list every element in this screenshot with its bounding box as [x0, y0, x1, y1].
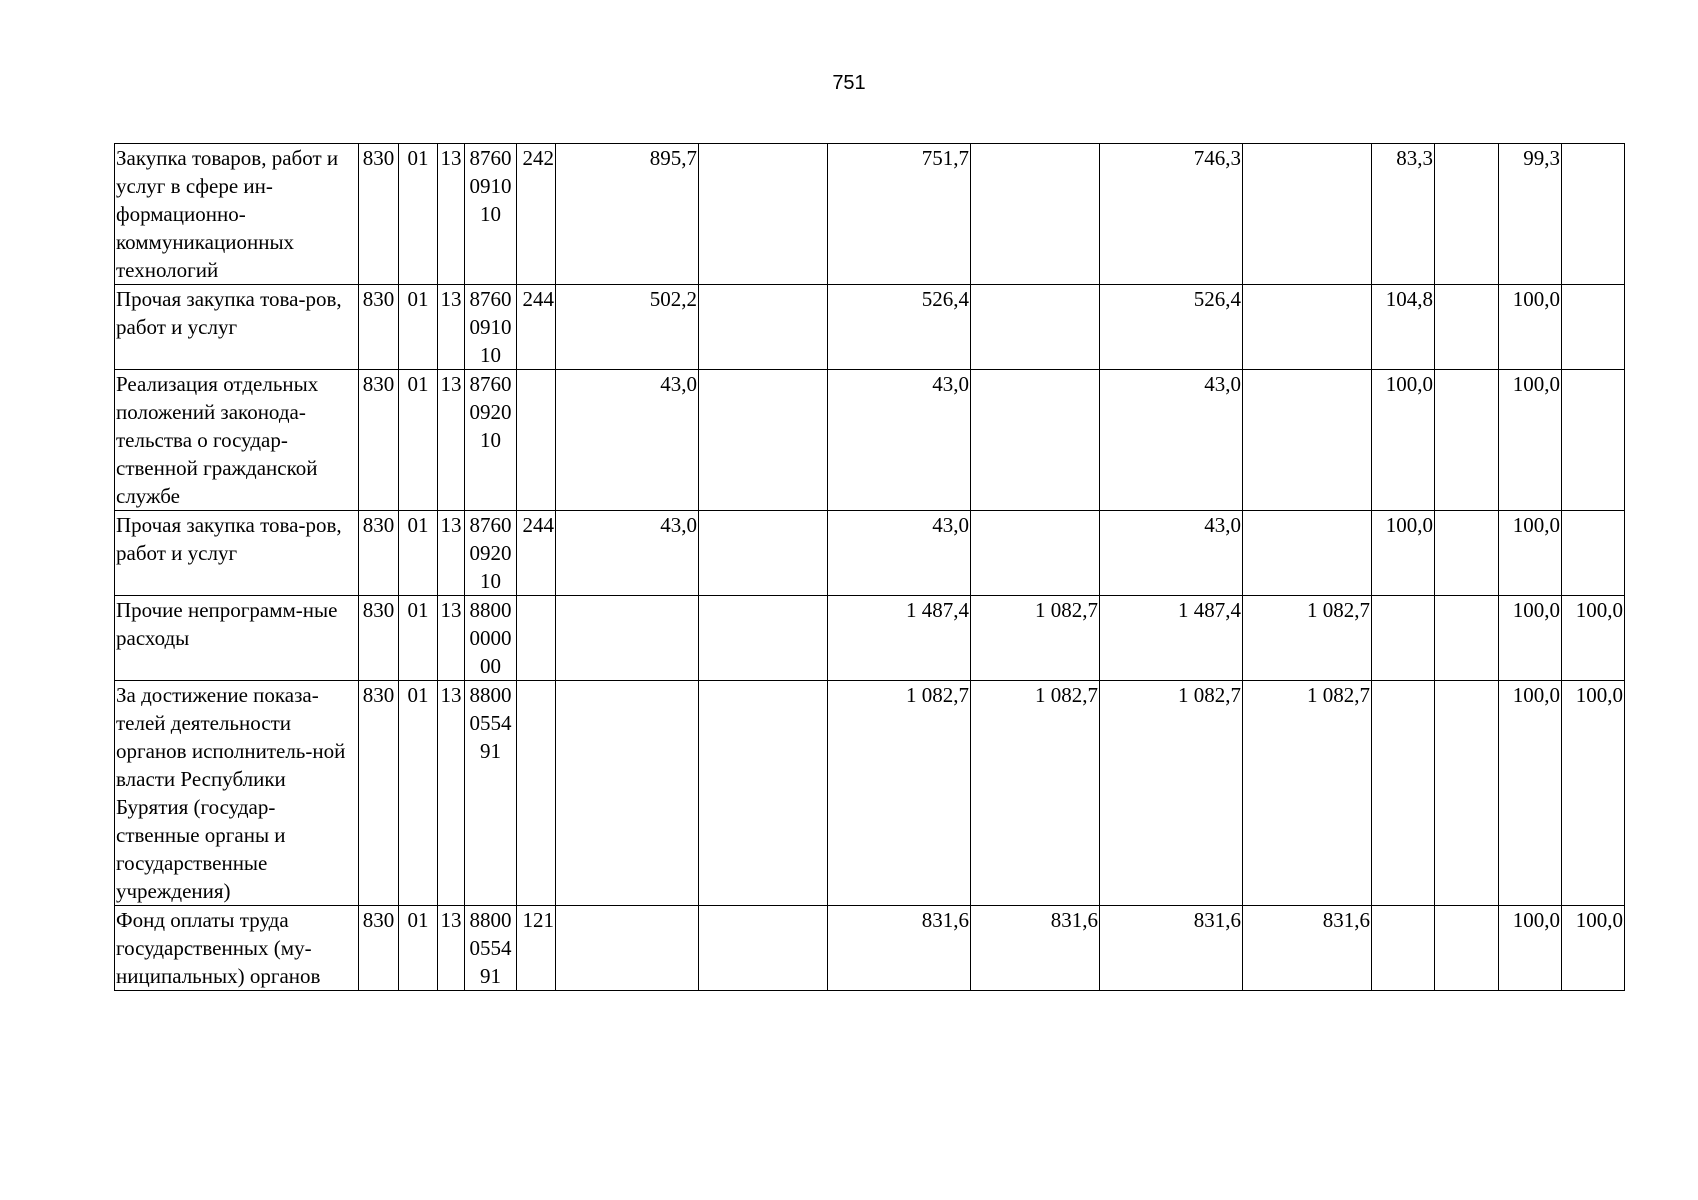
row-name: Реализация отдельных положений законода-тельства о государ-ственной гражданской службе	[115, 370, 359, 511]
value-col-9: 100,0	[1499, 906, 1562, 991]
target-article-code-part: 10	[480, 343, 501, 367]
value-col-10: 100,0	[1562, 596, 1625, 681]
value-col-2	[699, 511, 828, 596]
target-article-code-part: 0000	[469, 626, 512, 650]
target-article-code-part: 10	[480, 202, 501, 226]
value-col-1: 502,2	[556, 285, 699, 370]
table-row	[115, 681, 1625, 906]
budget-table	[114, 143, 1625, 991]
expense-type-code	[517, 596, 556, 681]
value-col-9: 100,0	[1499, 681, 1562, 906]
target-article-code-part: 8800	[469, 598, 512, 622]
subsection-code: 13	[438, 370, 465, 511]
row-name: За достижение показа-телей деятельности органов исполнитель-ной власти Республики Бурятия (государ-ственные органы и государственные учреждения)	[115, 681, 359, 906]
value-col-4	[971, 285, 1100, 370]
value-col-10: 100,0	[1562, 906, 1625, 991]
value-col-7: 100,0	[1372, 370, 1435, 511]
value-col-5: 43,0	[1100, 370, 1243, 511]
value-col-7: 100,0	[1372, 511, 1435, 596]
value-col-6	[1243, 285, 1372, 370]
gr-code: 830	[359, 144, 399, 285]
value-col-5: 746,3	[1100, 144, 1243, 285]
value-col-7	[1372, 596, 1435, 681]
target-article-code-part: 10	[480, 428, 501, 452]
value-col-9: 100,0	[1499, 596, 1562, 681]
target-article-code-part: 0554	[469, 711, 512, 735]
value-col-6	[1243, 511, 1372, 596]
value-col-3: 43,0	[828, 511, 971, 596]
gr-code: 830	[359, 596, 399, 681]
value-col-9: 100,0	[1499, 285, 1562, 370]
value-col-7: 83,3	[1372, 144, 1435, 285]
expense-type-code: 244	[517, 285, 556, 370]
page-number: 751	[832, 72, 866, 94]
value-col-7	[1372, 681, 1435, 906]
section-code: 01	[399, 906, 438, 991]
value-col-1	[556, 596, 699, 681]
value-col-6: 1 082,7	[1243, 596, 1372, 681]
subsection-code: 13	[438, 681, 465, 906]
value-col-3: 1 082,7	[828, 681, 971, 906]
table-row	[115, 906, 1625, 991]
target-article-code	[465, 285, 517, 370]
section-code: 01	[399, 681, 438, 906]
target-article-code-part: 8760	[469, 513, 512, 537]
section-code: 01	[399, 370, 438, 511]
row-name: Закупка товаров, работ и услуг в сфере ин-формационно-коммуникационных технологий	[115, 144, 359, 285]
target-article-code	[465, 144, 517, 285]
value-col-9: 99,3	[1499, 144, 1562, 285]
value-col-2	[699, 144, 828, 285]
row-name: Прочая закупка това-ров, работ и услуг	[115, 511, 359, 596]
value-col-3: 831,6	[828, 906, 971, 991]
value-col-8	[1435, 144, 1499, 285]
target-article-code-part: 8800	[469, 908, 512, 932]
value-col-1	[556, 681, 699, 906]
value-col-5: 526,4	[1100, 285, 1243, 370]
value-col-2	[699, 906, 828, 991]
target-article-code-part: 8760	[469, 287, 512, 311]
table-row	[115, 596, 1625, 681]
gr-code: 830	[359, 285, 399, 370]
value-col-10: 100,0	[1562, 681, 1625, 906]
expense-type-code	[517, 681, 556, 906]
section-code: 01	[399, 144, 438, 285]
value-col-2	[699, 681, 828, 906]
value-col-8	[1435, 285, 1499, 370]
value-col-7	[1372, 906, 1435, 991]
target-article-code-part: 0910	[469, 174, 512, 198]
value-col-6: 831,6	[1243, 906, 1372, 991]
row-name: Прочие непрограмм-ные расходы	[115, 596, 359, 681]
row-name: Прочая закупка това-ров, работ и услуг	[115, 285, 359, 370]
expense-type-code: 121	[517, 906, 556, 991]
value-col-3: 43,0	[828, 370, 971, 511]
value-col-4: 1 082,7	[971, 596, 1100, 681]
subsection-code: 13	[438, 144, 465, 285]
value-col-1	[556, 906, 699, 991]
value-col-8	[1435, 370, 1499, 511]
section-code: 01	[399, 285, 438, 370]
value-col-10	[1562, 511, 1625, 596]
target-article-code-part: 8760	[469, 146, 512, 170]
target-article-code-part: 8800	[469, 683, 512, 707]
value-col-6: 1 082,7	[1243, 681, 1372, 906]
table-row	[115, 511, 1625, 596]
value-col-10	[1562, 285, 1625, 370]
value-col-5: 831,6	[1100, 906, 1243, 991]
target-article-code	[465, 906, 517, 991]
value-col-3: 1 487,4	[828, 596, 971, 681]
value-col-2	[699, 596, 828, 681]
value-col-1: 895,7	[556, 144, 699, 285]
target-article-code	[465, 511, 517, 596]
target-article-code-part: 00	[480, 654, 501, 678]
row-name: Фонд оплаты труда государственных (му-ниципальных) органов	[115, 906, 359, 991]
value-col-5: 43,0	[1100, 511, 1243, 596]
gr-code: 830	[359, 906, 399, 991]
target-article-code-part: 91	[480, 739, 501, 763]
value-col-5: 1 082,7	[1100, 681, 1243, 906]
value-col-8	[1435, 681, 1499, 906]
value-col-4	[971, 370, 1100, 511]
value-col-3: 751,7	[828, 144, 971, 285]
subsection-code: 13	[438, 511, 465, 596]
value-col-4	[971, 144, 1100, 285]
value-col-9: 100,0	[1499, 511, 1562, 596]
expense-type-code: 244	[517, 511, 556, 596]
expense-type-code	[517, 370, 556, 511]
value-col-10	[1562, 370, 1625, 511]
target-article-code-part: 0920	[469, 400, 512, 424]
value-col-5: 1 487,4	[1100, 596, 1243, 681]
subsection-code: 13	[438, 596, 465, 681]
value-col-7: 104,8	[1372, 285, 1435, 370]
table-row	[115, 285, 1625, 370]
target-article-code	[465, 596, 517, 681]
value-col-8	[1435, 511, 1499, 596]
value-col-4: 1 082,7	[971, 681, 1100, 906]
value-col-2	[699, 370, 828, 511]
table-row	[115, 370, 1625, 511]
target-article-code-part: 0920	[469, 541, 512, 565]
value-col-3: 526,4	[828, 285, 971, 370]
gr-code: 830	[359, 370, 399, 511]
expense-type-code: 242	[517, 144, 556, 285]
gr-code: 830	[359, 681, 399, 906]
value-col-8	[1435, 906, 1499, 991]
value-col-1: 43,0	[556, 370, 699, 511]
section-code: 01	[399, 596, 438, 681]
value-col-2	[699, 285, 828, 370]
value-col-1: 43,0	[556, 511, 699, 596]
value-col-4	[971, 511, 1100, 596]
value-col-8	[1435, 596, 1499, 681]
value-col-4: 831,6	[971, 906, 1100, 991]
value-col-6	[1243, 144, 1372, 285]
value-col-10	[1562, 144, 1625, 285]
target-article-code-part: 8760	[469, 372, 512, 396]
subsection-code: 13	[438, 285, 465, 370]
table-row	[115, 144, 1625, 285]
subsection-code: 13	[438, 906, 465, 991]
target-article-code	[465, 681, 517, 906]
target-article-code-part: 91	[480, 964, 501, 988]
section-code: 01	[399, 511, 438, 596]
target-article-code	[465, 370, 517, 511]
gr-code: 830	[359, 511, 399, 596]
target-article-code-part: 0910	[469, 315, 512, 339]
value-col-6	[1243, 370, 1372, 511]
target-article-code-part: 0554	[469, 936, 512, 960]
value-col-9: 100,0	[1499, 370, 1562, 511]
target-article-code-part: 10	[480, 569, 501, 593]
